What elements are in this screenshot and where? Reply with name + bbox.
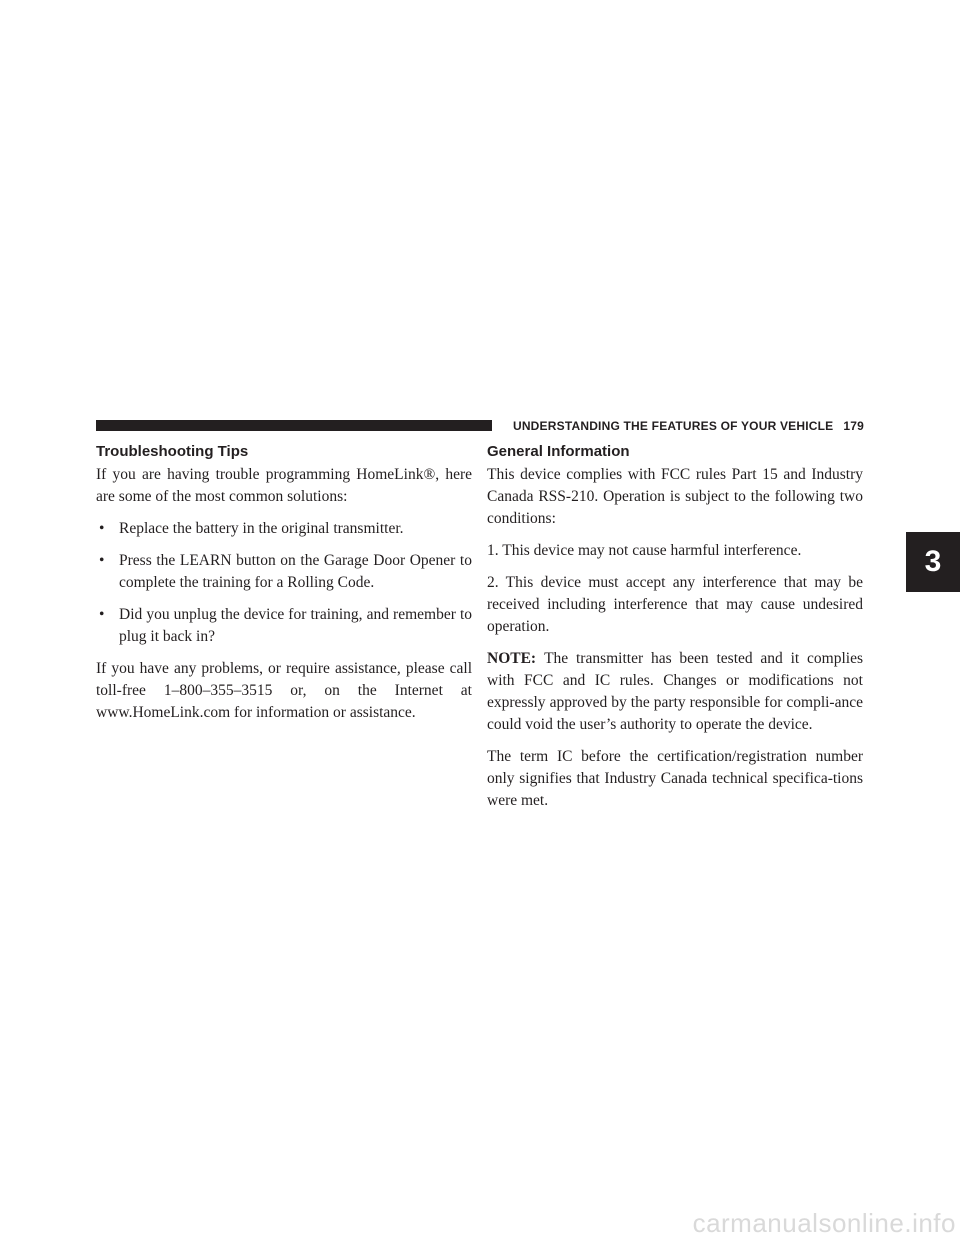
solutions-list [96, 518, 472, 648]
condition-one: 1. This device may not cause harmful interference. [487, 542, 802, 559]
bullet-icon: • [99, 520, 105, 537]
list-item [96, 518, 472, 540]
note-paragraph [487, 648, 863, 736]
watermark: carmanualsonline.info [692, 1208, 956, 1238]
page-number: 179 [843, 419, 864, 433]
general-information-heading: General Information [487, 443, 630, 460]
list-item [96, 550, 472, 594]
list-item [96, 604, 472, 648]
compliance-paragraph: This device complies with FCC rules Part 15 and Industry Canada RSS-210. Operation is subject to the following two conditions: [487, 466, 863, 527]
ic-paragraph: The term IC before the certification/registration number only signifies that Industry Canada technical specifica-tions were met. [487, 748, 863, 809]
running-header [508, 418, 864, 434]
section-title: UNDERSTANDING THE FEATURES OF YOUR VEHICLE [512, 419, 834, 433]
troubleshooting-heading: Troubleshooting Tips [96, 443, 249, 460]
list-item-text: Replace the battery in the original transmitter. [119, 520, 404, 537]
note-text: The transmitter has been tested and it complies with FCC and IC rules. Changes or modifications not expressly approved by the party responsible for compli-ance could void the user’s authority to operate the device. [487, 650, 863, 733]
right-column [487, 443, 863, 822]
list-item-text: Press the LEARN button on the Garage Door Opener to complete the training for a Rolling Code. [119, 552, 472, 591]
troubleshooting-intro: If you are having trouble programming HomeLink®, here are some of the most common solutions: [96, 466, 472, 505]
left-column [96, 443, 472, 734]
list-item-text: Did you unplug the device for training, and remember to plug it back in? [119, 606, 472, 645]
bullet-icon: • [99, 606, 105, 623]
note-label: NOTE: [487, 650, 537, 667]
chapter-tab: 3 [906, 532, 960, 592]
header-rule [96, 420, 492, 431]
condition-two: 2. This device must accept any interference that may be received including interference that may cause undesired operation. [487, 574, 863, 635]
assistance-paragraph: If you have any problems, or require assistance, please call toll-free 1–800–355–3515 or, on the Internet at www.HomeLink.com for information or assistance. [96, 660, 472, 721]
bullet-icon: • [99, 552, 105, 569]
